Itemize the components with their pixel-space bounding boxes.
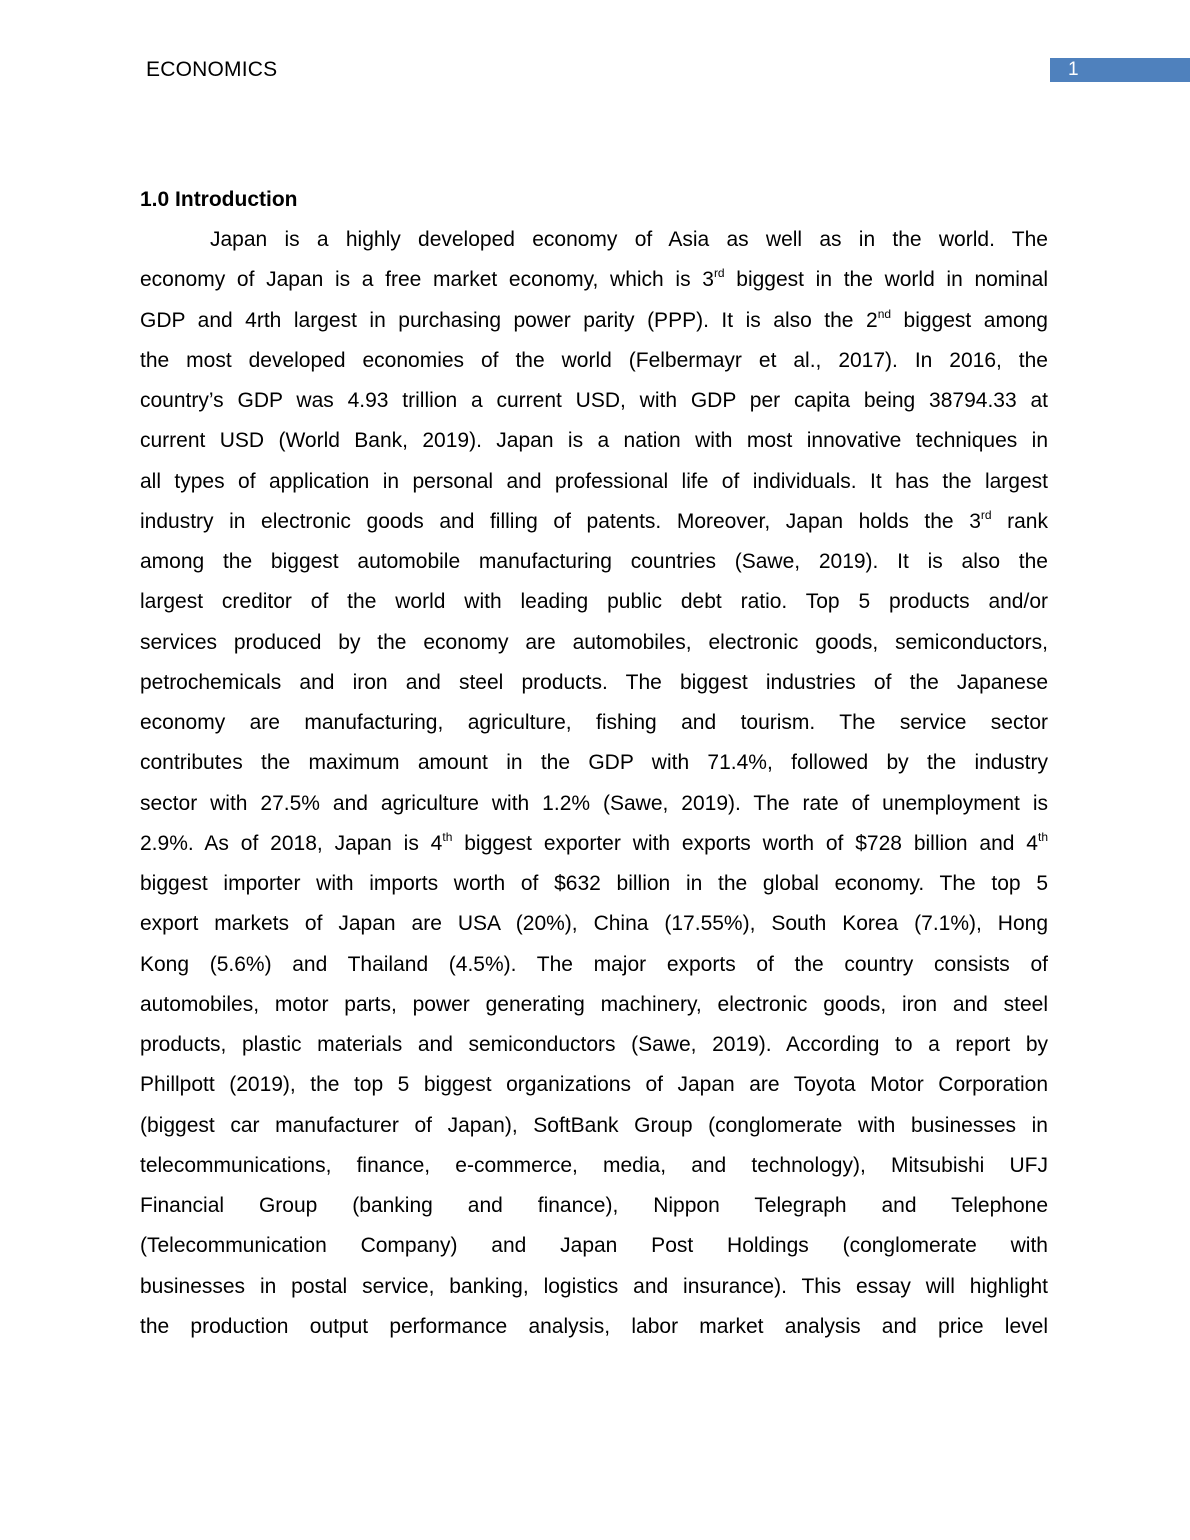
ordinal-superscript: th: [1037, 829, 1048, 844]
running-header-title: ECONOMICS: [146, 58, 278, 81]
paragraph-line: [140, 1025, 1048, 1065]
paragraph-line: [140, 784, 1048, 824]
line-text: contributes the maximum amount in the GDP with 71.4%, followed by the industry: [140, 751, 1048, 775]
paragraph-line: [140, 985, 1048, 1025]
line-text: telecommunications, finance, e-commerce, media, and technology), Mitsubishi UFJ: [140, 1153, 1048, 1177]
page-number: 1: [1068, 59, 1079, 80]
ordinal-superscript: th: [442, 829, 453, 844]
paragraph-line: [140, 260, 1048, 300]
line-text: current USD (World Bank, 2019). Japan is a nation with most innovative techniques in: [140, 429, 1048, 453]
line-text: industry in electronic goods and filling of patents. Moreover, Japan holds the 3: [140, 509, 981, 533]
paragraph-line: [140, 864, 1048, 904]
paragraph-line: [140, 1106, 1048, 1146]
paragraph-line: [140, 1307, 1048, 1347]
section-heading: 1.0 Introduction: [140, 188, 298, 211]
paragraph-line: [140, 623, 1048, 663]
ordinal-superscript: rd: [713, 266, 725, 281]
paragraph-line: [140, 1186, 1048, 1226]
paragraph-line: [140, 703, 1048, 743]
line-text: 2.9%. As of 2018, Japan is 4: [140, 831, 443, 855]
line-text: products, plastic materials and semiconductors (Sawe, 2019). According to a report by: [140, 1033, 1048, 1056]
paragraph-line: [140, 945, 1048, 985]
paragraph-line: [140, 582, 1048, 622]
line-text: largest creditor of the world with leading public debt ratio. Top 5 products and/or: [140, 590, 1048, 614]
paragraph-line: [140, 542, 1048, 582]
line-text: Japan is a highly developed economy of Asia as well as in the world. The: [210, 228, 1048, 251]
introduction-paragraph: [140, 220, 1048, 1347]
ordinal-superscript: nd: [877, 306, 892, 321]
line-text: export markets of Japan are USA (20%), China (17.55%), South Korea (7.1%), Hong: [140, 912, 1048, 936]
paragraph-line: [140, 1226, 1048, 1266]
paragraph-line: [140, 502, 1048, 542]
line-text: biggest importer with imports worth of $632 billion in the global economy. The top 5: [140, 872, 1048, 895]
line-text: Financial Group (banking and finance), Nippon Telegraph and Telephone: [140, 1194, 1048, 1217]
line-text: biggest exporter with exports worth of $728 billion and 4: [452, 831, 1038, 855]
paragraph-line: [140, 421, 1048, 461]
line-text: services produced by the economy are automobiles, electronic goods, semiconductors,: [140, 630, 1048, 654]
paragraph-line: [140, 301, 1048, 341]
paragraph-line: [140, 462, 1048, 502]
paragraph-line: [140, 1065, 1048, 1105]
line-text: GDP and 4rth largest in purchasing power parity (PPP). It is also the 2: [140, 308, 878, 332]
paragraph-line: [140, 220, 1048, 260]
line-text: (Telecommunication Company) and Japan Post Holdings (conglomerate with: [140, 1234, 1048, 1258]
paragraph-line: [140, 743, 1048, 783]
line-text: petrochemicals and iron and steel products. The biggest industries of the Japanese: [140, 670, 1048, 694]
line-text: Kong (5.6%) and Thailand (4.5%). The major exports of the country consists of: [140, 952, 1048, 976]
line-text: rank: [991, 509, 1048, 533]
line-text: the production output performance analysis, labor market analysis and price level: [140, 1314, 1048, 1338]
paragraph-line: [140, 663, 1048, 703]
paragraph-line: [140, 1267, 1048, 1307]
line-text: economy are manufacturing, agriculture, fishing and tourism. The service sector: [140, 711, 1048, 734]
line-text: businesses in postal service, banking, logistics and insurance). This essay will highlight: [140, 1274, 1048, 1298]
paragraph-line: [140, 824, 1048, 864]
ordinal-superscript: rd: [980, 507, 992, 522]
line-text: sector with 27.5% and agriculture with 1.2% (Sawe, 2019). The rate of unemployment is: [140, 791, 1048, 815]
line-text: automobiles, motor parts, power generating machinery, electronic goods, iron and steel: [140, 992, 1048, 1016]
line-text: (biggest car manufacturer of Japan), SoftBank Group (conglomerate with businesses in: [140, 1113, 1048, 1137]
line-text: economy of Japan is a free market economy, which is 3: [140, 268, 714, 292]
line-text: Phillpott (2019), the top 5 biggest organizations of Japan are Toyota Motor Corporation: [140, 1073, 1048, 1097]
paragraph-line: [140, 341, 1048, 381]
paragraph-line: [140, 904, 1048, 944]
paragraph-line: [140, 1146, 1048, 1186]
line-text: country’s GDP was 4.93 trillion a current USD, with GDP per capita being 38794.33 at: [140, 389, 1048, 412]
line-text: biggest in the world in nominal: [724, 268, 1048, 292]
line-text: all types of application in personal and professional life of individuals. It has the largest: [140, 469, 1048, 493]
line-text: the most developed economies of the world (Felbermayr et al., 2017). In 2016, the: [140, 348, 1048, 372]
line-text: biggest among: [891, 308, 1048, 332]
line-text: among the biggest automobile manufacturing countries (Sawe, 2019). It is also the: [140, 550, 1048, 573]
paragraph-line: [140, 381, 1048, 421]
